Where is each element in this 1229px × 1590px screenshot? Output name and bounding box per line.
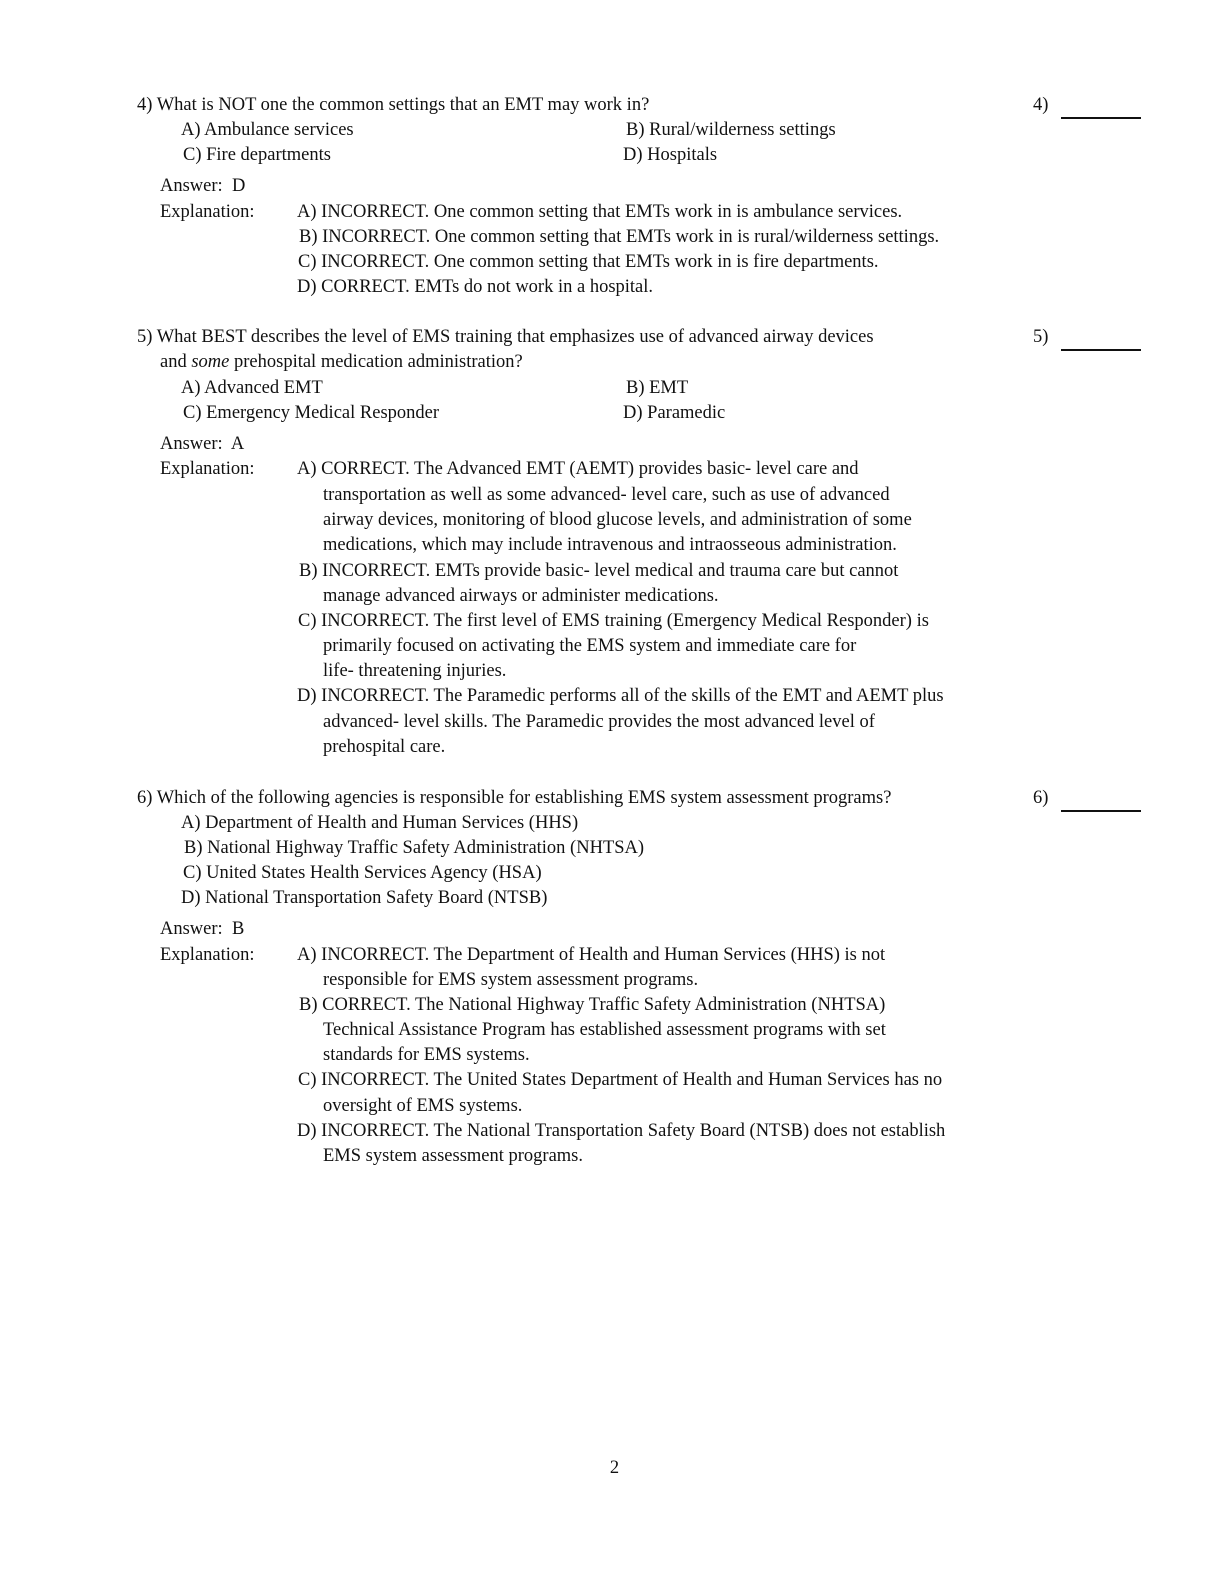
question-6-explanation-b-line-3: standards for EMS systems. <box>323 1045 530 1065</box>
question-6-explanation-a-line-2: responsible for EMS system assessment programs. <box>323 970 699 990</box>
question-4-explanation-d: D) CORRECT. EMTs do not work in a hospital. <box>297 277 654 297</box>
question-6-stem: 6) Which of the following agencies is responsible for establishing EMS system assessment programs? <box>137 788 892 808</box>
question-4-margin-number: 4) <box>1033 95 1049 115</box>
question-4-stem: 4) What is NOT one the common settings that an EMT may work in? <box>137 95 650 115</box>
question-5-option-b: B) EMT <box>626 378 689 398</box>
question-6-explanation-d-line-2: EMS system assessment programs. <box>323 1146 584 1166</box>
question-4-option-d: D) Hospitals <box>623 145 718 165</box>
question-6-explanation-c: C) INCORRECT. The United States Department of Health and Human Services has no <box>298 1070 943 1090</box>
question-5-explanation-a-line-4: medications, which may include intravenous and intraosseous administration. <box>323 535 897 555</box>
question-5-explanation-a-line-3: airway devices, monitoring of blood glucose levels, and administration of some <box>323 510 912 530</box>
question-5-explanation-c-line-3: life- threatening injuries. <box>323 661 507 681</box>
question-5-explanation-a: A) CORRECT. The Advanced EMT (AEMT) provides basic- level care and <box>297 459 859 479</box>
question-4-explanation-b: B) INCORRECT. One common setting that EMTs work in is rural/wilderness settings. <box>299 227 940 247</box>
question-5-stem-line-2: and some prehospital medication administration? <box>160 352 523 372</box>
question-5-margin-number: 5) <box>1033 327 1049 347</box>
question-6-explanation-a: A) INCORRECT. The Department of Health and Human Services (HHS) is not <box>297 945 886 965</box>
question-6-answer: Answer: B <box>160 919 245 939</box>
question-5-explanation-d-line-3: prehospital care. <box>323 737 446 757</box>
question-5-explanation-c: C) INCORRECT. The first level of EMS training (Emergency Medical Responder) is <box>298 611 929 631</box>
question-5-explanation-c-line-2: primarily focused on activating the EMS system and immediate care for <box>323 636 857 656</box>
question-4-answer-blank <box>1061 117 1141 119</box>
question-6-option-b: B) National Highway Traffic Safety Administration (NHTSA) <box>184 838 645 858</box>
question-5-explanation-d-line-2: advanced- level skills. The Paramedic provides the most advanced level of <box>323 712 875 732</box>
question-5-stem: 5) What BEST describes the level of EMS training that emphasizes use of advanced airway devices <box>137 327 874 347</box>
question-5-explanation-label: Explanation: <box>160 459 255 479</box>
question-4-option-c: C) Fire departments <box>183 145 331 165</box>
question-6-explanation-b-line-2: Technical Assistance Program has established assessment programs with set <box>323 1020 886 1040</box>
question-6-explanation-c-line-2: oversight of EMS systems. <box>323 1096 523 1116</box>
question-6-option-a: A) Department of Health and Human Services (HHS) <box>181 813 579 833</box>
question-4-option-b: B) Rural/wilderness settings <box>626 120 836 140</box>
question-4-explanation-a: A) INCORRECT. One common setting that EMTs work in is ambulance services. <box>297 202 903 222</box>
question-6-explanation-d: D) INCORRECT. The National Transportation Safety Board (NTSB) does not establish <box>297 1121 946 1141</box>
question-6-option-d: D) National Transportation Safety Board (NTSB) <box>181 888 548 908</box>
question-6-explanation-label: Explanation: <box>160 945 255 965</box>
question-4-explanation-label: Explanation: <box>160 202 255 222</box>
question-6-answer-blank <box>1061 810 1141 812</box>
question-4-answer: Answer: D <box>160 176 246 196</box>
question-4-option-a: A) Ambulance services <box>181 120 354 140</box>
question-5-answer: Answer: A <box>160 434 245 454</box>
question-6-margin-number: 6) <box>1033 788 1049 808</box>
question-5-answer-blank <box>1061 349 1141 351</box>
question-5-explanation-b: B) INCORRECT. EMTs provide basic- level medical and trauma care but cannot <box>299 561 899 581</box>
question-5-explanation-b-line-2: manage advanced airways or administer medications. <box>323 586 719 606</box>
question-6-explanation-b: B) CORRECT. The National Highway Traffic Safety Administration (NHTSA) <box>299 995 886 1015</box>
question-5-explanation-d: D) INCORRECT. The Paramedic performs all of the skills of the EMT and AEMT plus <box>297 686 944 706</box>
question-6-option-c: C) United States Health Services Agency (HSA) <box>183 863 542 883</box>
question-5-explanation-a-line-2: transportation as well as some advanced- level care, such as use of advanced <box>323 485 890 505</box>
page-number: 2 <box>609 1458 620 1478</box>
question-5-option-d: D) Paramedic <box>623 403 726 423</box>
question-5-option-c: C) Emergency Medical Responder <box>183 403 440 423</box>
question-5-option-a: A) Advanced EMT <box>181 378 323 398</box>
question-4-explanation-c: C) INCORRECT. One common setting that EMTs work in is fire departments. <box>298 252 879 272</box>
